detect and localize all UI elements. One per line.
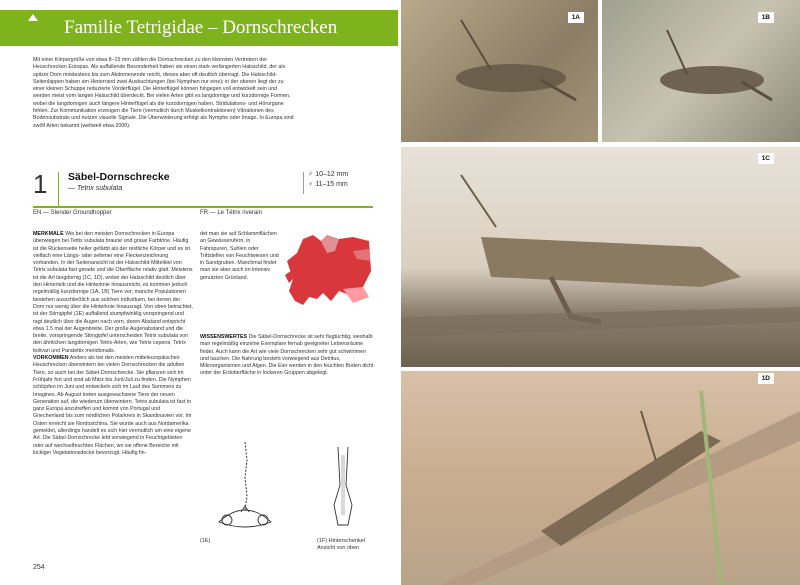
divider bbox=[58, 172, 59, 206]
photo-1b bbox=[602, 0, 800, 142]
merkmale-text: Wie bei den meisten Dornschrecken in Europa überwiegen bei Tettix subulata braune und graue Farbtöne. Häufig ist die Rückenseite heller gefärbt als der restliche Körper und es ist vielfach eine Längs- oder seltener eine Fleckenzeichnung vorhanden. In der Seitenansicht ist der Halsschild-Mittelkiel von Tetrix subulata fast gerade und die Oberfläche relativ glatt. Meistens ist die Art langdornig (1C, 1D), wobei der Halsschild deutlich über den Hinterleib und die Hinterknie hinausreicht, es kommen jedoch regelmäßig kurzdornige (1A, 1B) Tiere vor; manche Populationen bestehen ausschließlich aus solchen Individuen, bei denen der Dorn nur wenig über die Hinterknie hinausragt. Von oben betrachtet, ist der Stirngipfel (1E) auffallend stumpfwinklig vorspringend und ragt deutlich über die Augen nach vorn, deren Abstand entspricht etwa 1,5 mal der Augenbreite. Der große Augenabstand und die breite, vorspringende Stirngipfel unterscheiden Tetrix subulata von den ähnlichen langdornigen Tetrix-Arten, wie Tetrix ceperoi, Tetrix bolivari und Paratettix meridionalis. bbox=[33, 231, 193, 354]
text-column-1 bbox=[33, 231, 193, 457]
distribution-map bbox=[283, 231, 373, 307]
male-size: ♂ 10–12 mm bbox=[308, 171, 349, 178]
species-header bbox=[0, 168, 398, 208]
family-header bbox=[0, 10, 398, 46]
photo-label-1a: 1A bbox=[568, 12, 584, 23]
french-name: FR — Le Tétrix riverain bbox=[200, 210, 262, 216]
text-column-2b bbox=[200, 334, 375, 378]
divider bbox=[303, 172, 304, 194]
photo-1c bbox=[401, 147, 800, 367]
species-latin: — Tetrix subulata bbox=[68, 185, 123, 192]
femur-drawing-1f bbox=[318, 445, 368, 530]
photo-label-1c: 1C bbox=[758, 153, 774, 164]
photo-label-1d: 1D bbox=[758, 373, 774, 384]
wissenswertes-text: Die Säbel-Dornschrecke ist sehr flugtüchtig, weshalb man regelmäßig einzelne Exemplare fernab geeigneter Lebensräume findet. Auch kann die Art wie viele Dornschrecken sehr gut schwimmen und tauchen. Die Nahrung besteht vorwiegend aus Detritus, Mikroorganismen und Algen. Die Eier werden in den feuchten Boden dicht unter der Erdoberfläche in lockeren Gruppen abgelegt. bbox=[200, 334, 374, 377]
vorkommen-text: Anders als bei den meisten mitteleuropäischen Heuschrecken überwintern bei vielen Dornschrecken die adulten Tiere, so auch bei der Säbel-Dornschrecke. Sie pflanzen sich im Frühjahr fort und sind ab März bis Juni/Juli zu finden. Die Nymphen schlüpfen im Juni und entwickeln sich im Lauf des Sommers zu Imagines. Ab August treten ausgewachsene Tiere der neuen Generation auf, die wiederum überwintern. Tetrix subulata ist fast in ganz Europa anzutreffen und kommt von Portugal und Griechenland bis zum nördlichen Polarkreis in Skandinavien vor. Im Osten erreicht sie Nordostchina. Sie wurde auch aus Nordamerika gemeldet, allerdings handelt es sich hier vermutlich um eine eigene Art. Die Säbel-Dornschrecke lebt vorwiegend in Feuchtgebieten oder auf wechselfeuchten Flächen, wo sie offene Bereiche mit lückiger Vegetationsdecke bevorzugt. Häufig fin- bbox=[33, 355, 192, 456]
species-name: Säbel-Dornschrecke bbox=[68, 171, 170, 183]
species-number: 1 bbox=[33, 169, 48, 199]
wissenswertes-heading: WISSENSWERTES bbox=[200, 334, 248, 340]
photo-label-1b: 1B bbox=[758, 12, 774, 23]
photo-1a bbox=[401, 0, 598, 142]
text-column-2a bbox=[200, 231, 280, 282]
caption-1f-sub: Ansicht von oben bbox=[317, 545, 360, 551]
photo-1d bbox=[401, 371, 800, 585]
triangle-icon bbox=[28, 14, 38, 21]
page-number: 254 bbox=[33, 564, 45, 571]
english-name: EN — Slender Groundhopper bbox=[33, 210, 112, 216]
intro-text: Mit einer Körpergröße von etwa 8–15 mm zählen die Dornschrecken zu den kleinsten Vertretern der Heuschrecken Europas. Als auffallende Besonderheit haben sie einen stark verlängerten Halsschild, der als spitzer Dorn mindestens bis zum Abdomenende reicht, dieses aber oft deutlich überragt. Die Halsschild-Seitenlappen haben am Hinterrand zwei Ausbuchtungen (bei Nymphen nur eine); in der oberen liegt der zu einer kleinen Schuppe reduzierte Vorderflügel. Die Hinterflügel können hingegen voll entwickelt sein und werden meist vom langen Halsschild überdeckt. Bei vielen Arten gibt es langdornige und kurzdornige Formen, wobei die langdornigen auch längere Hinterflügel als die kurzdornigen haben. Stridulations- und Hörorgane fehlen. Zur Kommunikation erzeugen die Tiere (vermutlich durch Muskelkontraktionen) Vibrationen des Bodensubstrats und nutzen visuelle Signale. Die Überwinterung erfolgt als Nymphe oder Imago. In Europa sind zwölf Arten bekannt (weltweit etwa 2000). bbox=[33, 57, 294, 129]
merkmale-heading: MERKMALE bbox=[33, 231, 64, 237]
head-drawing-1e bbox=[205, 440, 285, 535]
left-page bbox=[0, 0, 398, 585]
vorkommen-heading: VORKOMMEN bbox=[33, 355, 69, 362]
family-title: Familie Tetrigidae – Dornschrecken bbox=[64, 17, 338, 38]
caption-1e: (1E) bbox=[200, 538, 211, 544]
habitat-text: det man sie auf Schlammflächen an Gewässerufern, in Fahrspuren, Suhlen oder Trittstellen von Feuchtwiesen und in Sandgruben. Manchmal findet man sie aber auch im intensiv genutzten Grünland. bbox=[200, 231, 279, 281]
caption-1f: (1F) Hinterschenkel bbox=[317, 538, 365, 544]
female-size: ♀ 11–15 mm bbox=[308, 181, 348, 188]
separator-line bbox=[33, 206, 373, 208]
